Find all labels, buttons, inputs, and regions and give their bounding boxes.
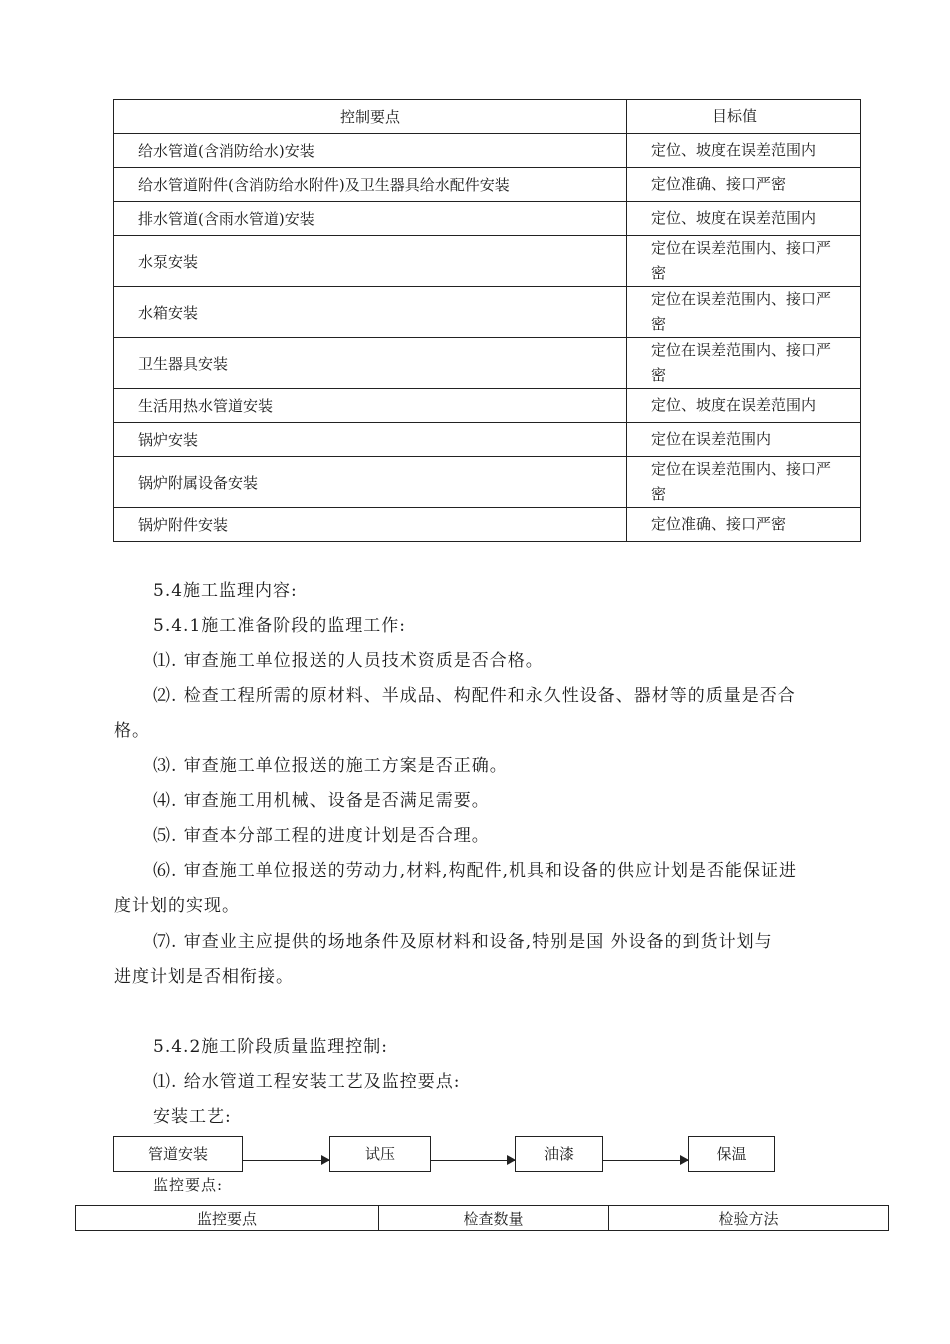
- target-value-cell: 定位、坡度在误差范围内: [627, 389, 861, 423]
- control-point-cell: 锅炉附件安装: [114, 508, 627, 542]
- item-6-cont: 度计划的实现。: [114, 896, 240, 916]
- target-value-cell: 定位、坡度在误差范围内: [627, 202, 861, 236]
- target-value-cell: 定位在误差范围内: [627, 423, 861, 457]
- item-1: ⑴. 审查施工单位报送的人员技术资质是否合格。: [153, 651, 544, 671]
- item-4: ⑷. 审查施工用机械、设备是否满足需要。: [153, 791, 490, 811]
- table-header-row: [114, 100, 861, 134]
- process-label: 安装工艺:: [153, 1107, 232, 1127]
- item-3: ⑶. 审查施工单位报送的施工方案是否正确。: [153, 756, 508, 776]
- table-row: [114, 236, 861, 287]
- header-control-point: 控制要点: [114, 100, 627, 134]
- header-monitor-points: 监控要点: [76, 1206, 379, 1231]
- monitor-label: 监控要点:: [153, 1176, 224, 1194]
- water-supply-item: ⑴. 给水管道工程安装工艺及监控要点:: [153, 1072, 461, 1092]
- table-row: [114, 389, 861, 423]
- header-check-quantity: 检查数量: [379, 1206, 609, 1231]
- header-target-value: 目标值: [627, 100, 861, 134]
- section-5-4-2-title: 5.4.2施工阶段质量监理控制:: [153, 1037, 388, 1057]
- table-header-row: [76, 1206, 889, 1231]
- target-value-cell: 定位在误差范围内、接口严密: [627, 287, 861, 338]
- control-point-cell: 给水管道(含消防给水)安装: [114, 134, 627, 168]
- section-5-4-title: 5.4施工监理内容:: [153, 581, 298, 601]
- process-arrow: [431, 1160, 515, 1161]
- table-row: [114, 202, 861, 236]
- table-row: [114, 338, 861, 389]
- item-6: ⑹. 审查施工单位报送的劳动力,材料,构配件,机具和设备的供应计划是否能保证进: [153, 861, 798, 881]
- control-point-cell: 水泵安装: [114, 236, 627, 287]
- target-value-cell: 定位、坡度在误差范围内: [627, 134, 861, 168]
- section-5-4-1-title: 5.4.1施工准备阶段的监理工作:: [153, 616, 406, 636]
- item-7: ⑺. 审查业主应提供的场地条件及原材料和设备,特别是国 外设备的到货计划与: [153, 932, 773, 952]
- process-step-paint: 油漆: [515, 1136, 603, 1172]
- control-point-cell: 排水管道(含雨水管道)安装: [114, 202, 627, 236]
- control-point-cell: 卫生器具安装: [114, 338, 627, 389]
- table-row: [114, 134, 861, 168]
- control-point-cell: 给水管道附件(含消防给水附件)及卫生器具给水配件安装: [114, 168, 627, 202]
- header-inspection-method: 检验方法: [609, 1206, 889, 1231]
- monitor-points-table: [75, 1205, 889, 1231]
- control-point-cell: 水箱安装: [114, 287, 627, 338]
- target-value-cell: 定位在误差范围内、接口严密: [627, 236, 861, 287]
- process-step-pressure-test: 试压: [329, 1136, 431, 1172]
- item-5: ⑸. 审查本分部工程的进度计划是否合理。: [153, 826, 490, 846]
- item-2-cont: 格。: [114, 721, 150, 741]
- item-7-cont: 进度计划是否相衔接。: [114, 967, 294, 987]
- table-row: [114, 287, 861, 338]
- target-value-cell: 定位在误差范围内、接口严密: [627, 338, 861, 389]
- table-row: [114, 508, 861, 542]
- process-step-insulation: 保温: [688, 1136, 775, 1172]
- target-value-cell: 定位准确、接口严密: [627, 168, 861, 202]
- process-arrow: [243, 1160, 329, 1161]
- target-value-cell: 定位准确、接口严密: [627, 508, 861, 542]
- control-point-cell: 锅炉安装: [114, 423, 627, 457]
- target-value-cell: 定位在误差范围内、接口严密: [627, 457, 861, 508]
- process-arrow: [603, 1160, 688, 1161]
- table-row: [114, 457, 861, 508]
- control-points-table: [113, 99, 861, 542]
- control-point-cell: 锅炉附属设备安装: [114, 457, 627, 508]
- control-point-cell: 生活用热水管道安装: [114, 389, 627, 423]
- table-row: [114, 168, 861, 202]
- process-step-pipe-install: 管道安装: [113, 1136, 243, 1172]
- item-2: ⑵. 检查工程所需的原材料、半成品、构配件和永久性设备、器材等的质量是否合: [153, 686, 796, 706]
- table-row: [114, 423, 861, 457]
